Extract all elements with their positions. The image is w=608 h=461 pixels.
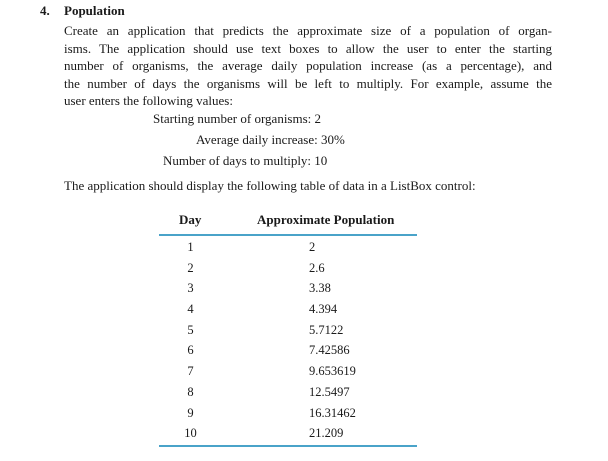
cell-day: 10 <box>184 426 197 441</box>
cell-population: 2 <box>309 240 316 254</box>
cell-population: 12.5497 <box>309 384 350 399</box>
description-line: isms. The application should use text boxes to allow the user to enter the starting <box>64 40 552 56</box>
example-daily-increase: Average daily increase: 30% <box>196 132 345 147</box>
cell-day: 3 <box>187 281 194 296</box>
header-day: Day <box>179 212 202 227</box>
cell-day: 2 <box>187 260 194 275</box>
cell-population: 16.31462 <box>309 405 356 420</box>
cell-day: 9 <box>187 405 194 420</box>
cell-population: 9.653619 <box>309 364 356 379</box>
table-row <box>159 236 417 257</box>
cell-population: 3.38 <box>309 281 331 296</box>
table-row <box>159 298 417 319</box>
cell-day: 5 <box>187 322 194 337</box>
table-row <box>159 360 417 381</box>
cell-population: 4.394 <box>309 302 338 317</box>
table-row <box>159 277 417 298</box>
example-days-to-multiply: Number of days to multiply: 10 <box>163 153 328 168</box>
table-row <box>159 339 417 360</box>
exercise-description <box>64 22 552 110</box>
cell-day: 6 <box>187 343 194 358</box>
table-row <box>159 381 417 402</box>
header-population: Approximate Population <box>257 212 395 227</box>
cell-population: 2.6 <box>309 260 325 275</box>
exercise-number: 4. <box>40 3 50 18</box>
example-starting-number: Starting number of organisms: 2 <box>153 111 322 126</box>
description-line: user enters the following values: <box>64 93 233 109</box>
table-row <box>159 422 417 443</box>
table-row <box>159 402 417 423</box>
table-row <box>159 319 417 340</box>
table-row <box>159 257 417 278</box>
cell-day: 7 <box>187 364 194 379</box>
table-bottom-rule <box>159 445 417 447</box>
cell-day: 4 <box>187 302 194 317</box>
cell-day: 8 <box>187 384 194 399</box>
cell-population: 21.209 <box>309 426 344 441</box>
description-line: the number of days the organisms will be left to multiply. For example, assume the <box>64 75 552 91</box>
cell-population: 5.7122 <box>309 322 344 337</box>
table-header <box>159 206 417 236</box>
population-table <box>159 206 417 447</box>
cell-population: 7.42586 <box>309 343 350 358</box>
cell-day: 1 <box>187 240 194 254</box>
description-line: Create an application that predicts the approximate size of a population of organ- <box>64 23 552 38</box>
description-line: number of organisms, the average daily population increase (as a percentage), and <box>64 58 552 74</box>
exercise-title: Population <box>64 3 125 18</box>
table-body <box>159 236 417 443</box>
table-intro: The application should display the following table of data in a ListBox control: <box>64 178 476 193</box>
